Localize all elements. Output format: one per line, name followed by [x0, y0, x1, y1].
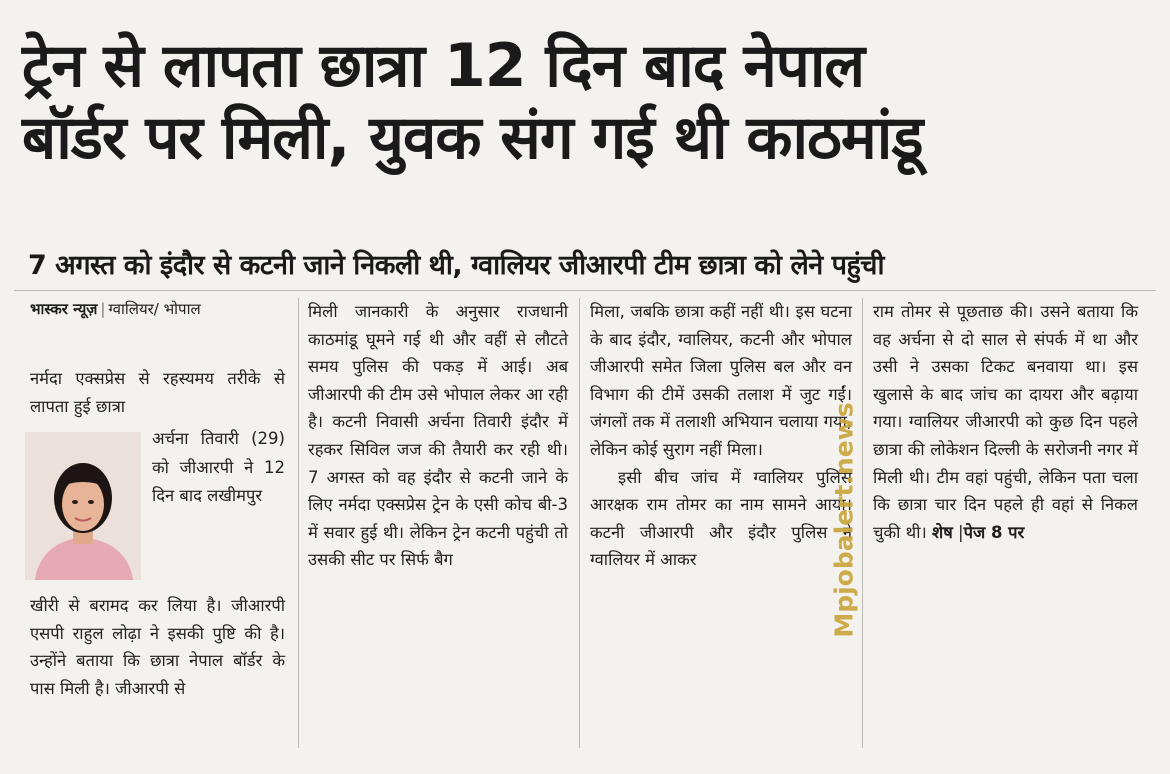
byline-source: भास्कर न्यूज़ [30, 300, 98, 318]
headline [22, 30, 1152, 174]
column-divider-1 [298, 298, 299, 748]
headline-line-1: ट्रेन से लापता छात्रा 12 दिन बाद नेपाल [22, 31, 865, 101]
column-divider-2 [579, 298, 580, 748]
column-4-text [873, 298, 1138, 546]
subheadline: 7 अगस्त को इंदौर से कटनी जाने निकली थी, ग्वालियर जीआरपी टीम छात्रा को लेने पहुंची [28, 250, 884, 281]
column-2 [308, 298, 568, 574]
column-divider-3 [862, 298, 863, 748]
continued-label: शेष [932, 522, 953, 542]
column-4 [873, 298, 1138, 546]
column-1-lead-text: नर्मदा एक्सप्रेस से रहस्यमय तरीके से लापता हुई छात्रा [30, 369, 285, 416]
watermark-text: Mpjobalert.news [829, 402, 859, 638]
continued-page: पेज 8 पर [963, 522, 1025, 542]
portrait-photo [25, 432, 141, 580]
column-1-wrap [152, 425, 285, 511]
headline-line-2: बॉर्डर पर मिली, युवक संग गई थी काठमांडू [22, 103, 923, 173]
byline-separator: | [100, 300, 106, 318]
photo-archana-tiwari [25, 432, 141, 580]
column-1-rest-text: खीरी से बरामद कर लिया है। जीआरपी एसपी राहुल लोढ़ा ने इसकी पुष्टि की है। उन्होंने बताया कि छात्रा नेपाल बॉर्डर के पास मिली है। जीआरपी से [30, 596, 285, 698]
byline-location: ग्वालियर/ भोपाल [108, 300, 201, 318]
column-1-lead [30, 365, 285, 420]
byline [30, 299, 201, 319]
divider-horizontal [14, 290, 1156, 291]
column-3-paragraph-1: मिला, जबकि छात्रा कहीं नहीं थी। इस घटना के बाद इंदौर, ग्वालियर, कटनी और भोपाल जीआरपी समेत जिला पुलिस बल और वन विभाग की टीमें उसकी तलाश में जुट गईं। जंगलों तक में तलाशी अभियान चलाया गया, लेकिन कोई सुराग नहीं मिला। [590, 302, 852, 459]
column-1-rest [30, 592, 285, 702]
column-1-wrap-text: अर्चना तिवारी (29) को जीआरपी ने 12 दिन बाद लखीमपुर [152, 429, 285, 506]
continued-separator: | [958, 522, 964, 542]
column-3-paragraph-2: इसी बीच जांच में ग्वालियर पुलिस आरक्षक राम तोमर का नाम सामने आया। कटनी जीआरपी और इंदौर पुलिस ने ग्वालियर में आकर [590, 467, 852, 570]
column-3 [590, 298, 852, 574]
column-4-body: राम तोमर से पूछताछ की। उसने बताया कि वह अर्चना से दो साल से संपर्क में था और उसी ने उसका टिकट बनवाया था। इस खुलासे के बाद जांच का दायरा और बढ़ाया गया। ग्वालियर जीआरपी को कुछ दिन पहले छात्रा की लोकेशन दिल्ली के सरोजनी नगर में मिली थी। टीम वहां पहुंची, लेकिन पता चला कि छात्रा चार दिन पहले ही वहां से निकल चुकी थी। [873, 302, 1138, 542]
column-2-text: मिली जानकारी के अनुसार राजधानी काठमांडू घूमने गई थी और वहीं से लौटते समय पुलिस की पकड़ में आई। अब जीआरपी की टीम उसे भोपाल लेकर आ रही है। कटनी निवासी अर्चना तिवारी इंदौर में रहकर सिविल जज की तैयारी कर रही थी। 7 अगस्त को वह इंदौर से कटनी जाने के लिए नर्मदा एक्सप्रेस ट्रेन के एसी कोच बी-3 में सवार हुई थी। लेकिन ट्रेन कटनी पहुंची तो उसकी सीट पर सिर्फ बैग [308, 302, 568, 570]
